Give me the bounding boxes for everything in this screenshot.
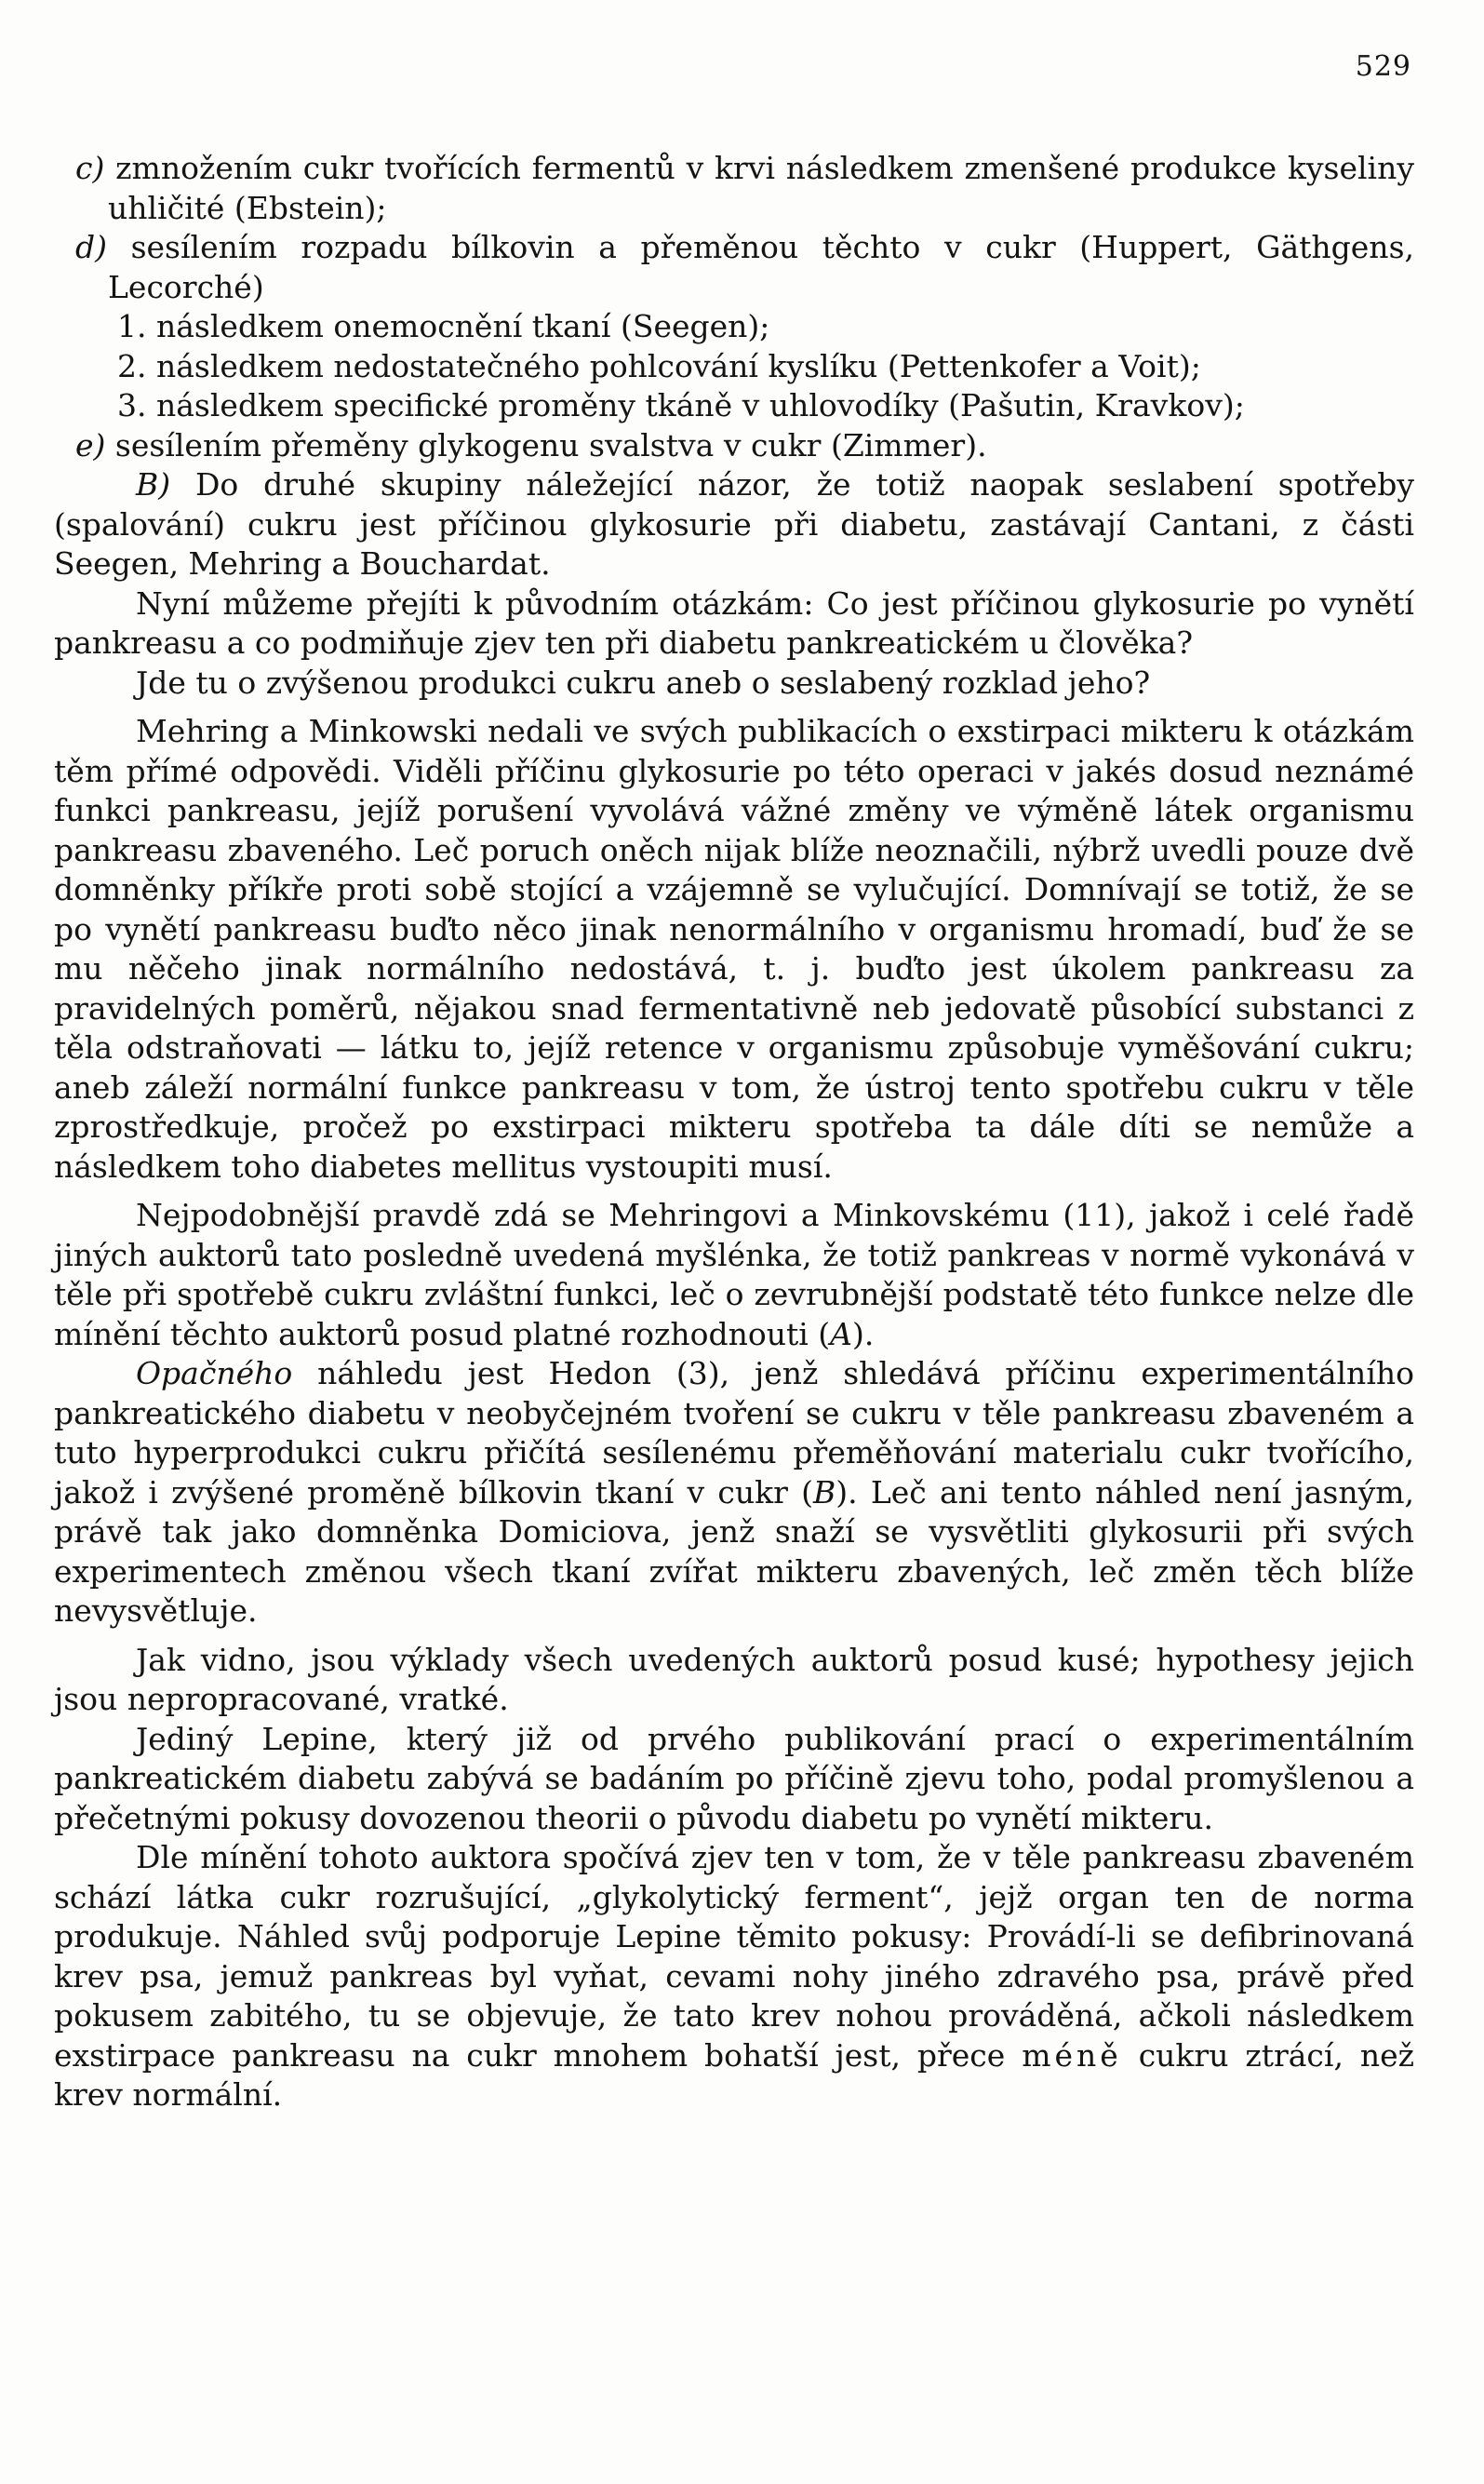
emphasis-text: Opačného (136, 1355, 293, 1391)
body-text (54, 149, 1414, 2115)
paragraph (54, 1720, 1414, 1839)
paragraph-b (54, 465, 1414, 584)
section-label: B) (136, 466, 171, 503)
paragraph (54, 1838, 1414, 2115)
reference-label: A (830, 1315, 852, 1352)
item-text: následkem specifické proměny tkáně v uhlovodíky (Pašutin, Kravkov); (156, 387, 1245, 423)
reference-label: B (813, 1473, 836, 1511)
paragraph-text: Nyní můžeme přejíti k původním otázkám: Co jest příčinou glykosurie po vynětí pankreasu a co podmiňuje zjev ten při diabetu pankreatickém u člověka? (54, 584, 1414, 661)
paragraph (54, 1354, 1414, 1631)
numbered-item (54, 307, 1414, 347)
paragraph-text: Dle mínění tohoto auktora spočívá zjev ten v tom, že v těle pankreasu zbaveném schází látka cukr rozrušující, „glykolytický ferment“, jejž organ ten de norma produkuje. Náhled svůj podporuje Lepine těmito pokusy: Provádí-li se defibrinovaná krev psa, jemuž pankreas byl vyňat, cevami nohy jiného zdravého psa, právě před pokusem zabitého, tu se objevuje, že tato krev nohou prováděná, ačkoli následkem exstirpace pankreasu na cukr mnohem bohatší jest, přece (54, 1839, 1414, 2074)
numbered-item (54, 347, 1414, 387)
paragraph (54, 1641, 1414, 1720)
paragraph (54, 712, 1414, 1187)
paragraph (54, 584, 1414, 664)
item-text: následkem nedostatečného pohlcování kyslíku (Pettenkofer a Voit); (156, 347, 1201, 384)
numbered-item (54, 386, 1414, 426)
paragraph (54, 1196, 1414, 1354)
item-text: zmnožením cukr tvořících fermentů v krvi následkem zmenšené produkce kyseliny uhličité (Ebstein); (108, 150, 1414, 226)
paragraph-text: Mehring a Minkowski nedali ve svých publikacích o exstirpaci mikteru k otázkám těm přímé odpovědi. Viděli příčinu glykosurie po této operaci v jakés dosud neznámé funkci pankreasu, jejíž porušení vyvolává vážné změny ve výměně látek organismu pankreasu zbaveného. Leč poruch oněch nijak blíže neoznačili, nýbrž uvedli pouze dvě domněnky příkře proti sobě stojící a vzájemně se vylučující. Domnívají se totiž, že se po vynětí pankreasu buďto něco jinak nenormálního v organismu hromadí, buď že se mu něčeho jinak normálního nedostává, t. j. buďto jest úkolem pankreasu za pravidelných poměrů, nějakou snad fermentativně neb jedovatě působící substanci z těla odstraňovati — látku to, jejíž retence v organismu způsobuje vyměšování cukru; aneb záleží normální funkce pankreasu v tom, že ústroj tento spotřebu cukru v těle zprostředkuje, pročež po exstirpaci mikteru spotřeba ta dále díti se nemůže a následkem toho diabetes mellitus vystoupiti musí. (54, 713, 1414, 1185)
paragraph (54, 664, 1414, 704)
list-item (54, 149, 1414, 228)
item-label: d) (75, 229, 107, 265)
item-number: 3. (117, 387, 147, 423)
list-item (54, 228, 1414, 307)
paragraph-text: Jak vidno, jsou výklady všech uvedených auktorů posud kusé; hypothesy jejich jsou nepropracované, vratké. (54, 1641, 1414, 1717)
item-number: 2. (117, 347, 147, 384)
item-label: c) (75, 150, 105, 186)
list-item (54, 426, 1414, 466)
paragraph-text: Nejpodobnější pravdě zdá se Mehringovi a Minkovskému (11), jakož i celé řadě jiných auktorů tato posledně uvedená myšlénka, že totiž pankreas v normě vykonává v těle při spotřebě cukru zvláštní funkci, leč o zevrubnější podstatě této funkce nelze dle mínění těchto auktorů posud platné rozhodnouti ( (54, 1197, 1414, 1352)
paragraph-text: Do druhé skupiny náležející názor, že totiž naopak seslabení spotřeby (spalování) cukru jest příčinou glykosurie při diabetu, zastávají Cantani, z části Seegen, Mehring a Bouchardat. (54, 466, 1414, 582)
item-text: následkem onemocnění tkaní (Seegen); (156, 308, 770, 344)
paragraph-text: náhledu jest Hedon (3), jenž shledává příčinu experimentálního pankreatického diabetu v neobyčejném tvoření se cukru v těle pankreasu zbaveném a tuto hyperprodukci cukru přičítá sesílenému přeměňování materialu cukr tvořícího, jakož i zvýšené proměně bílkovin tkaní v cukr ( (54, 1355, 1414, 1511)
paragraph-text: ). Leč ani tento náhled není jasným, právě tak jako domněnka Domiciova, jenž snaží se vysvětliti glykosurii při svých experimentech změnou všech tkaní zvířat mikteru zbavených, leč změn těch blíže nevysvětluje. (54, 1473, 1414, 1629)
page-number: 529 (1355, 50, 1411, 83)
spaced-emphasis: méně (1022, 2036, 1122, 2074)
item-number: 1. (117, 308, 147, 344)
item-label: e) (75, 426, 106, 463)
paragraph-text: ). (852, 1315, 875, 1352)
paragraph-text: Jediný Lepine, který již od prvého publikování prací o experimentálním pankreatickém diabetu zabývá se badáním po příčině zjevu toho, podal promyšlenou a přečetnými pokusy dovozenou theorii o původu diabetu po vynětí mikteru. (54, 1720, 1414, 1836)
item-text: sesílením přeměny glykogenu svalstva v cukr (Zimmer). (114, 426, 987, 463)
paragraph-text: cukru ztrácí, než krev normální. (54, 2036, 1414, 2113)
item-text: sesílením rozpadu bílkovin a přeměnou těchto v cukr (Huppert, Gäthgens, Lecorché) (108, 229, 1414, 305)
paragraph-text: Jde tu o zvýšenou produkci cukru aneb o seslabený rozklad jeho? (136, 664, 1151, 701)
